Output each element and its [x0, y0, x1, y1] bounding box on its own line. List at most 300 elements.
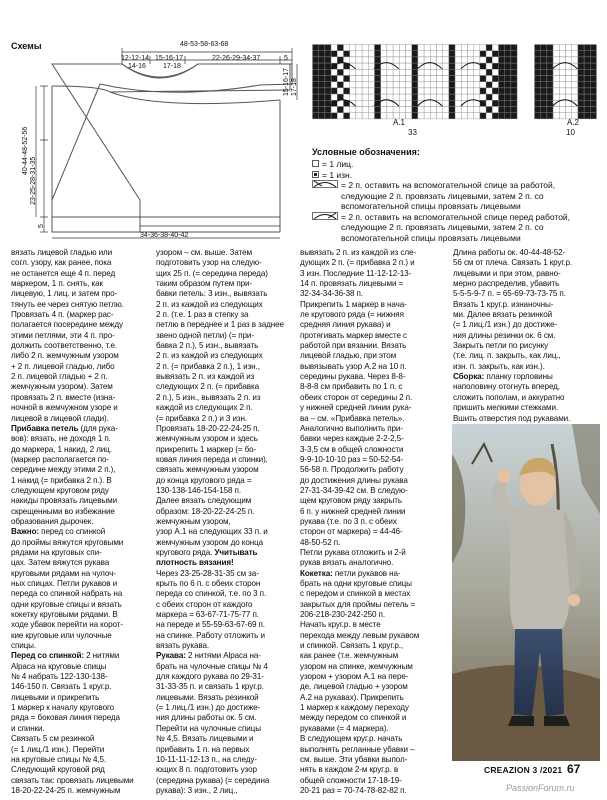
text-line	[300, 765, 440, 775]
line-text: рядами на круговых спи-	[11, 547, 102, 557]
chart-cell	[412, 82, 418, 88]
chart-cell	[572, 45, 578, 51]
line-text: Провязать 18-20-22-24-25 п.	[156, 423, 260, 433]
chart-cell	[344, 76, 350, 82]
chart-cell	[499, 100, 505, 106]
chart-cell	[325, 76, 331, 82]
chart-cell	[430, 57, 436, 63]
chart-cell	[578, 94, 584, 100]
line-text: (середина рукава) (= середина	[156, 775, 270, 785]
chart-cell	[319, 82, 325, 88]
chart-cell	[412, 69, 418, 75]
page-number: 67	[567, 762, 581, 776]
line-text: лицевую, 1 лиц. и затем про-	[11, 289, 118, 299]
chart-cell	[486, 57, 492, 63]
chart-cell	[492, 69, 498, 75]
line-text: (= прибавка 2 п.) и 3 изн.	[156, 413, 247, 423]
chart-cell	[541, 107, 547, 113]
bold-heading: Учитывать	[214, 547, 258, 557]
line-text: перехода между левым рукавом	[300, 630, 420, 640]
line-text: 1 маркер к каждому переходу	[300, 703, 409, 713]
text-line	[300, 465, 440, 475]
chart-cell	[368, 51, 374, 57]
chart-cell	[331, 88, 337, 94]
chart-cell	[313, 94, 319, 100]
text-line	[11, 289, 146, 299]
text-line	[453, 289, 598, 299]
line-text: Через 23-25-28-31-35 см за-	[156, 568, 259, 578]
line-text: как ранее (т.е. жемчужным	[300, 651, 399, 661]
text-line	[156, 693, 294, 703]
line-text: 10-11-11-12-13 п., на следу-	[156, 754, 257, 764]
text-line	[11, 476, 146, 486]
text-line	[11, 527, 146, 537]
bold-heading: Рукава:	[156, 651, 186, 661]
line-text: брать на чулочные спицы № 4	[156, 661, 268, 671]
text-line	[11, 569, 146, 579]
chart-cell	[375, 113, 381, 119]
chart-cell	[584, 63, 590, 69]
chart-cell	[511, 113, 517, 119]
text-line	[156, 320, 294, 330]
chart-cell	[418, 82, 424, 88]
text-line	[11, 693, 146, 703]
chart-cell	[584, 57, 590, 63]
line-text: вывязывать узор А.2 на 10 п.	[300, 361, 407, 371]
chart-cell	[344, 113, 350, 119]
line-text: 32-34-34-36-38 п.	[300, 289, 363, 299]
text-line	[11, 682, 146, 692]
chart-cell	[449, 100, 455, 106]
chart-cell	[559, 45, 565, 51]
line-text: звено одной петли) (= при-	[156, 330, 254, 340]
chart-cell	[584, 94, 590, 100]
line-text: Вязать 1 круг.р. изнаночны-	[453, 299, 554, 309]
chart-cell	[356, 76, 362, 82]
chart-cell	[331, 94, 337, 100]
line-text: № 4,5. Вязать лицевыми и	[156, 734, 254, 744]
chart-cell	[337, 76, 343, 82]
chart-cell	[455, 69, 461, 75]
text-line	[300, 258, 440, 268]
line-text: ния длины работы ок. 5 см.	[156, 713, 257, 723]
text-line	[11, 424, 146, 434]
line-text: 8-8-8 см прибавить по 1 п. с	[300, 382, 403, 392]
line-text: ва – см. «Прибавка петель».	[300, 413, 405, 423]
chart-cell	[449, 51, 455, 57]
chart-cell	[406, 51, 412, 57]
photo-boy-in-sweater	[452, 424, 600, 761]
chart-cell	[424, 69, 430, 75]
chart-cell	[350, 82, 356, 88]
line-text: 2 п. из каждой из следующих	[156, 299, 263, 309]
chart-cell	[584, 113, 590, 119]
chart-cell	[375, 45, 381, 51]
line-text: рукав вязать аналогично.	[300, 558, 394, 568]
text-line	[11, 517, 146, 527]
chart-cell	[406, 76, 412, 82]
line-text: (для рука-	[78, 423, 118, 433]
text-line	[11, 434, 146, 444]
chart-cell	[325, 113, 331, 119]
line-text: лицевой гладью, при этом	[300, 351, 397, 361]
line-text: обеих сторон от середины 2 п.	[300, 392, 413, 402]
line-text: одни круговые спицы и вязать	[11, 599, 122, 609]
text-line	[453, 382, 598, 392]
chart-cell	[572, 51, 578, 57]
text-line	[300, 786, 440, 796]
chart-cell	[350, 51, 356, 57]
chart-cell	[350, 45, 356, 51]
line-text: образом: 18-20-22-24-25 п.	[156, 506, 255, 516]
line-text: либо 2 п. жемчужным узором	[11, 351, 119, 361]
chart-cell	[559, 51, 565, 57]
text-line	[156, 527, 294, 537]
line-text: де, лицевой гладью + узором	[300, 682, 408, 692]
chart-cell	[566, 76, 572, 82]
chart-cell	[480, 113, 486, 119]
chart-cell	[319, 51, 325, 57]
text-line	[156, 496, 294, 506]
chart-cell	[325, 94, 331, 100]
chart-cell	[541, 57, 547, 63]
chart-cell	[535, 113, 541, 119]
chart-cell	[486, 94, 492, 100]
text-line	[300, 745, 440, 755]
chart-cell	[406, 94, 412, 100]
chart-cell	[430, 51, 436, 57]
line-text: крыть по 6 п. с обеих сторон	[156, 579, 261, 588]
chart-cell	[424, 51, 430, 57]
chart-cell	[362, 107, 368, 113]
line-text: 1 маркер к началу кругового	[11, 703, 115, 713]
chart-cell	[492, 82, 498, 88]
line-text: следующем круговом ряду	[11, 485, 109, 495]
chart-cell	[313, 45, 319, 51]
text-line	[300, 600, 440, 610]
line-text: Прикрепить 1 маркер в нача-	[300, 299, 407, 309]
chart-cell	[325, 107, 331, 113]
chart-cell	[547, 94, 553, 100]
line-text: 1 накид (= прибавка 2 п.). В	[11, 475, 112, 485]
text-line	[300, 693, 440, 703]
text-line	[300, 610, 440, 620]
chart-cell	[387, 76, 393, 82]
chart-cell	[505, 107, 511, 113]
text-line	[11, 403, 146, 413]
chart-cell	[313, 63, 319, 69]
chart-cell	[393, 94, 399, 100]
chart-cell	[399, 100, 405, 106]
chart-cell	[331, 82, 337, 88]
chart-cell	[547, 88, 553, 94]
chart-cell	[356, 94, 362, 100]
text-line	[11, 300, 146, 310]
line-text: связать так: провязать лицевыми	[11, 775, 134, 785]
chart-cell	[381, 113, 387, 119]
line-text: 2 нитями	[83, 651, 120, 661]
chart-cell	[430, 88, 436, 94]
text-line	[11, 507, 146, 517]
chart-cell	[368, 69, 374, 75]
text-line	[300, 331, 440, 341]
chart-cell	[505, 57, 511, 63]
text-line	[300, 538, 440, 548]
line-text: дующих 2 п. (= прибавка 2 п.) и	[300, 258, 415, 268]
chart-cell	[584, 51, 590, 57]
chart-cell	[344, 94, 350, 100]
text-line	[156, 465, 294, 475]
text-line	[11, 558, 146, 568]
chart-cell	[492, 94, 498, 100]
chart-cell	[387, 107, 393, 113]
text-line	[11, 776, 146, 786]
text-line	[11, 620, 146, 630]
chart-cell	[578, 45, 584, 51]
chart-cell	[387, 51, 393, 57]
bold-heading: плотность вязания!	[156, 558, 234, 568]
line-text: планку горловины	[484, 372, 553, 382]
chart-cell	[399, 69, 405, 75]
chart-cell	[418, 76, 424, 82]
text-line	[156, 765, 294, 775]
line-text: следующих 2 п. (= прибавка	[156, 382, 259, 392]
chart-cell	[437, 57, 443, 63]
text-line	[156, 300, 294, 310]
line-text: 6 п. у нижней средней линии	[300, 506, 406, 516]
chart-cell	[381, 51, 387, 57]
legend-purl: = 1 изн.	[322, 169, 353, 180]
line-text: спицы.	[11, 641, 37, 651]
text-line	[156, 414, 294, 424]
chart-cell	[375, 82, 381, 88]
text-line	[156, 393, 294, 403]
chart-cell	[541, 100, 547, 106]
chart-cell	[590, 88, 596, 94]
line-text: рукавами (= 4 маркера).	[300, 723, 389, 733]
chart-cell	[368, 94, 374, 100]
text-line	[11, 672, 146, 682]
line-text: маркером, 1 п. снять, как	[11, 279, 103, 289]
line-text: на круговые спицы № 4,5.	[11, 754, 107, 764]
line-text: узор А.1 на следующих 33 п. и	[156, 527, 268, 537]
line-text: Длина работы ок. 40-44-48-52-	[453, 248, 566, 257]
line-text: нять в каждом 2-м круг.р. в	[300, 765, 399, 775]
chart-cell	[572, 107, 578, 113]
chart-cell	[375, 69, 381, 75]
chart-cell	[474, 69, 480, 75]
chart-cell	[499, 57, 505, 63]
chart-cell	[461, 113, 467, 119]
text-line	[453, 414, 598, 424]
bold-heading: Перед со спинкой:	[11, 651, 84, 661]
text-line	[11, 341, 146, 351]
text-line	[156, 507, 294, 517]
chart-cell	[368, 76, 374, 82]
chart-cell	[559, 69, 565, 75]
chart-cell	[350, 107, 356, 113]
chart-cell	[443, 88, 449, 94]
text-line	[453, 269, 598, 279]
line-text: и спинкой. Связать 1 круг.р.,	[300, 641, 404, 651]
chart-cell	[368, 45, 374, 51]
chart-cell	[362, 63, 368, 69]
chart-cell	[430, 69, 436, 75]
chart-cell	[486, 107, 492, 113]
text-line	[156, 351, 294, 361]
text-line	[156, 341, 294, 351]
chart-cell	[499, 82, 505, 88]
chart-cell	[547, 69, 553, 75]
text-column-2	[156, 248, 294, 796]
chart-cell	[424, 82, 430, 88]
chart-cell	[424, 88, 430, 94]
chart-cell	[362, 69, 368, 75]
chart-cell	[393, 88, 399, 94]
line-text: 2 п. из каждой из следующих	[156, 351, 263, 361]
line-text: 2 п.), 5 изн., вывязать 2 п. из	[156, 392, 261, 402]
chart-cell	[468, 107, 474, 113]
line-text: узором – см. выше. Затем	[156, 248, 252, 257]
chart-cell	[337, 107, 343, 113]
chart-cell	[337, 82, 343, 88]
text-line	[300, 527, 440, 537]
line-text: вывязать 2 п. из каждой из	[156, 372, 255, 382]
chart-cell	[319, 69, 325, 75]
line-text: 2 п. (т.е. 1 раз в степку за	[156, 310, 249, 320]
chart-cell	[461, 94, 467, 100]
text-line	[11, 486, 146, 496]
chart-cell	[418, 107, 424, 113]
text-line	[156, 424, 294, 434]
chart-cell	[547, 82, 553, 88]
text-line	[300, 424, 440, 434]
text-line	[300, 682, 440, 692]
text-line	[11, 455, 146, 465]
line-text: 2 п. лицевой гладью + 2 п.	[11, 372, 108, 382]
chart-cell	[344, 69, 350, 75]
chart-cell	[356, 57, 362, 63]
line-text: 3-3,5 см в общей сложности	[300, 444, 404, 454]
chart-cell	[541, 51, 547, 57]
chart-cell	[499, 69, 505, 75]
line-text: не останется еще 4 п. перед	[11, 268, 116, 278]
chart-cell	[578, 51, 584, 57]
chart-cell	[547, 76, 553, 82]
chart-cell	[566, 94, 572, 100]
text-line	[300, 445, 440, 455]
chart-cell	[468, 76, 474, 82]
chart-cell	[505, 94, 511, 100]
dim-top-seg1: 12-12-14	[121, 55, 150, 62]
chart-cell	[368, 113, 374, 119]
text-line	[156, 651, 294, 661]
bold-heading: Кокетка:	[300, 568, 333, 578]
text-line	[11, 248, 146, 258]
chart-cell	[437, 107, 443, 113]
text-line	[300, 703, 440, 713]
chart-cell	[584, 45, 590, 51]
chart-cell	[572, 88, 578, 94]
chart-cell	[399, 88, 405, 94]
chart-cell	[461, 107, 467, 113]
line-text: кокетку круговыми рядами. В	[11, 610, 118, 620]
chart-cell	[590, 69, 596, 75]
chart-cell	[578, 107, 584, 113]
text-line	[11, 331, 146, 341]
chart-cell	[437, 82, 443, 88]
chart-cell	[443, 107, 449, 113]
text-line	[453, 248, 598, 258]
text-line	[11, 765, 146, 775]
text-line	[300, 755, 440, 765]
line-text: ных спицах. Петли рукавов и	[11, 579, 118, 588]
chart-cell	[541, 69, 547, 75]
chart-cell	[486, 63, 492, 69]
line-text: Начать круг.р. в месте	[300, 620, 381, 630]
chart-cell	[443, 76, 449, 82]
chart-cell	[590, 63, 596, 69]
legend-knit: = 1 лиц.	[322, 159, 354, 169]
chart-cell	[480, 69, 486, 75]
chart-cell	[468, 69, 474, 75]
chart-cell	[337, 45, 343, 51]
line-text: лицевыми и при этом, равно-	[453, 268, 561, 278]
chart-cell	[362, 94, 368, 100]
chart-cell	[319, 63, 325, 69]
chart-cell	[455, 57, 461, 63]
line-text: 14 п. провязать лицевыми =	[300, 279, 404, 289]
text-line	[156, 269, 294, 279]
line-text: 2 п. (= прибавка 2 п.), 1 изн.,	[156, 361, 260, 371]
chart-cell	[443, 51, 449, 57]
chart-cell	[584, 88, 590, 94]
text-line	[300, 248, 440, 258]
chart-cell	[319, 113, 325, 119]
chart-cell	[393, 57, 399, 63]
chart-cell	[313, 51, 319, 57]
text-line	[156, 631, 294, 641]
chart-cell	[337, 51, 343, 57]
chart-cell	[492, 76, 498, 82]
chart-cell	[331, 113, 337, 119]
chart-cell	[468, 45, 474, 51]
chart-cell	[437, 76, 443, 82]
text-column-4	[453, 248, 598, 424]
text-line	[453, 300, 598, 310]
chart-cell	[590, 82, 596, 88]
chart-cell	[325, 51, 331, 57]
line-text: ющих 8 п. подготовить узор	[156, 765, 257, 775]
text-line	[11, 600, 146, 610]
line-text: бавка 2 п.), 5 изн., вывязать	[156, 341, 259, 351]
line-text: для каждого рукава по 29-31-	[156, 672, 264, 682]
chart-cell	[350, 76, 356, 82]
chart-cell	[331, 45, 337, 51]
chart-cell	[578, 69, 584, 75]
text-line	[11, 610, 146, 620]
line-text: ночной в жемчужном узоре и	[11, 403, 118, 413]
line-text: работой при вязании. Вязать	[300, 341, 407, 351]
line-text: провязать 2 п. вместе (изна-	[11, 392, 116, 402]
line-text: изн. п. закрыть, как изн.).	[453, 361, 545, 371]
line-text: связать жемчужным узором	[156, 465, 259, 475]
line-text: выполнять регланные убавки –	[300, 744, 415, 754]
text-line	[11, 745, 146, 755]
chart-cell	[535, 45, 541, 51]
text-line	[300, 558, 440, 568]
chart-cell	[412, 113, 418, 119]
